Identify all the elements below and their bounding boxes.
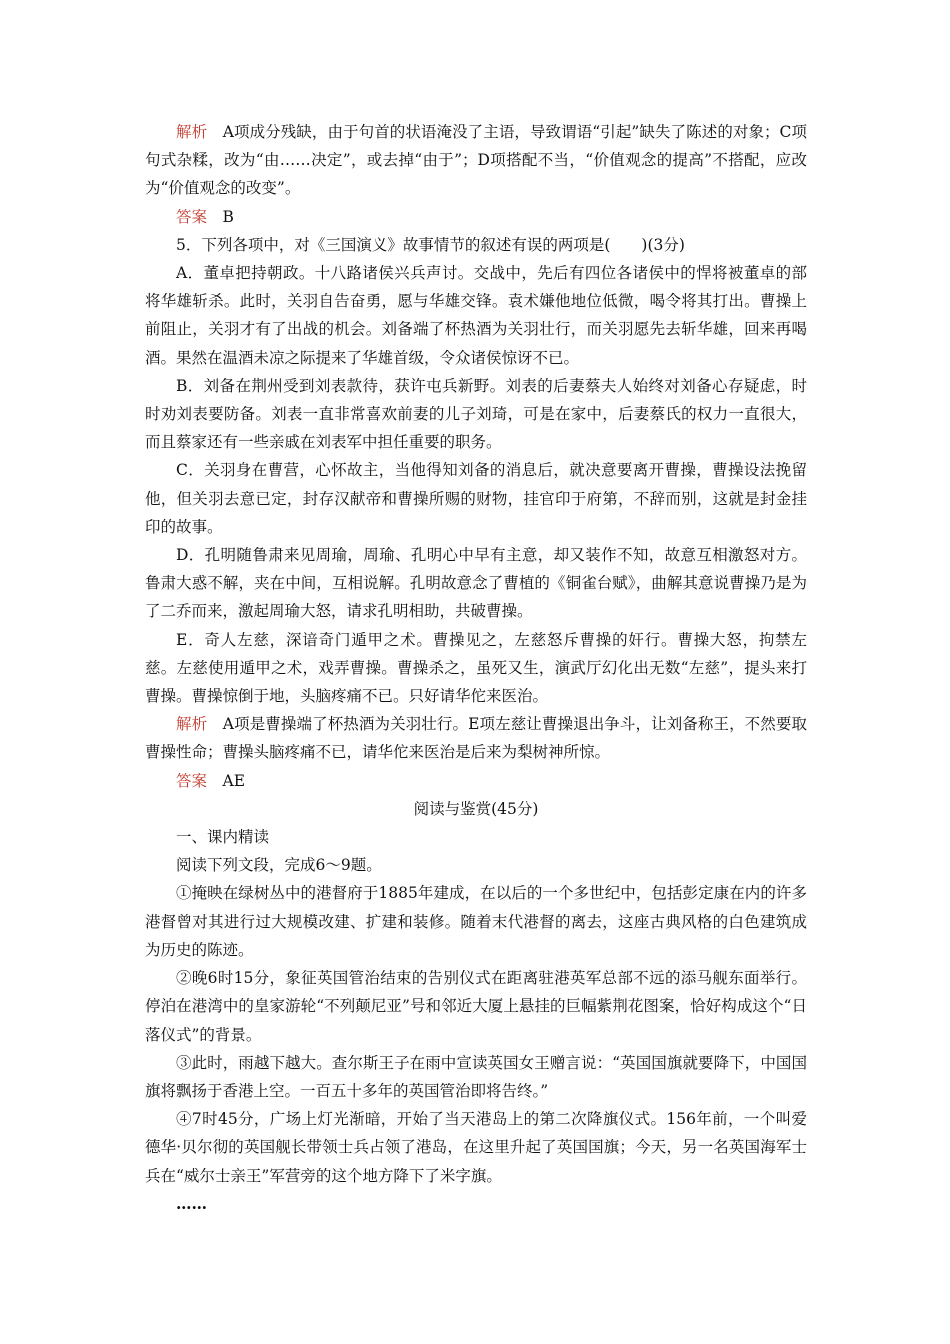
passage-paragraph-1: ①掩映在绿树丛中的港督府于1885年建成，在以后的一个多世纪中，包括彭定康在内的许多港督曾对其进行过大规模改建、扩建和装修。随着末代港督的离去，这座古典风格的白色建筑成为历史的陈迹。 (145, 884, 807, 959)
answer-text: B (207, 207, 234, 226)
passage-ellipsis: …… (176, 1193, 207, 1213)
document-page (145, 118, 807, 1218)
q5-option-a: A．董卓把持朝政。十八路诸侯兴兵声讨。交战中，先后有四位各诸侯中的悍将被董卓的部将华雄斩杀。此时，关羽自告奋勇，愿与华雄交锋。袁术嫌他地位低微，喝令将其打出。曹操上前阻止，关羽才有了出战的机会。刘备端了杯热酒为关羽壮行，而关羽愿先去斩华雄，回来再喝酒。果然在温酒未凉之际提来了华雄首级，令众诸侯惊讶不已。 (145, 264, 807, 367)
q5-option-d: D．孔明随鲁肃来见周瑜，周瑜、孔明心中早有主意，却又装作不知，故意互相激怒对方。鲁肃大惑不解，夹在中间，互相说解。孔明故意念了曹植的《铜雀台赋》，曲解其意说曹操乃是为了二乔而来，激起周瑜大怒，请求孔明相助，共破曹操。 (145, 546, 807, 621)
analysis-text: A项是曹操端了杯热酒为关羽壮行。E项左慈让曹操退出争斗，让刘备称王，不然要取曹操性命；曹操头脑疼痛不已，请华佗来医治是后来为梨树神所惊。 (145, 715, 807, 762)
q5-stem: 5．下列各项中，对《三国演义》故事情节的叙述有误的两项是( )(3分) (176, 235, 685, 254)
answer-text: AE (207, 771, 246, 790)
section-title: 阅读与鉴赏(45分) (413, 799, 539, 818)
q5-option-e: E．奇人左慈，深谙奇门遁甲之术。曹操见之，左慈怒斥曹操的奸行。曹操大怒，拘禁左慈。左慈使用遁甲之术，戏弄曹操。曹操杀之，虽死又生，演武厅幻化出无数“左慈”，提头来打曹操。曹操惊倒于地，头脑疼痛不已。只好请华佗来医治。 (145, 630, 807, 706)
passage-paragraph-3: ③此时，雨越下越大。查尔斯王子在雨中宣读英国女王赠言说：“英国国旗就要降下，中国国旗将飘扬于香港上空。一百五十多年的英国管治即将告终。” (145, 1053, 807, 1100)
answer-label: 答案 (176, 207, 208, 226)
section-part: 一、课内精读 (176, 828, 270, 847)
q4-analysis (145, 118, 807, 203)
q4-answer (145, 203, 807, 231)
q5-answer (145, 767, 807, 795)
analysis-label: 解析 (176, 123, 208, 141)
analysis-label: 解析 (176, 715, 208, 734)
q5-analysis (145, 710, 807, 766)
q5-option-c: C．关羽身在曹营，心怀故主，当他得知刘备的消息后，就决意要离开曹操，曹操设法挽留他，但关羽去意已定，封存汉献帝和曹操所赐的财物，挂官印于府第，不辞而别，这就是封金挂印的故事。 (145, 461, 807, 536)
passage-paragraph-4: ④7时45分，广场上灯光渐暗，开始了当天港岛上的第二次降旗仪式。156年前，一个叫爱德华·贝尔彻的英国舰长带领士兵占领了港岛，在这里升起了英国国旗；今天，另一名英国海军士兵在“威尔士亲王”军营旁的这个地方降下了米字旗。 (145, 1110, 807, 1185)
q5-option-b: B．刘备在荆州受到刘表款待，获许屯兵新野。刘表的后妻蔡夫人始终对刘备心存疑虑，时时劝刘表要防备。刘表一直非常喜欢前妻的儿子刘琦，可是在家中，后妻蔡氏的权力一直很大，而且蔡家还有一些亲戚在刘表军中担任重要的职务。 (145, 376, 807, 452)
passage-paragraph-2: ②晚6时15分，象征英国管治结束的告别仪式在距离驻港英军总部不远的添马舰东面举行。停泊在港湾中的皇家游轮“不列颠尼亚”号和邻近大厦上悬挂的巨幅紫荆花图案，恰好构成这个“日落仪式”的背景。 (145, 969, 807, 1044)
answer-label: 答案 (176, 771, 208, 790)
section-instruction: 阅读下列文段，完成6～9题。 (176, 856, 382, 875)
analysis-text: A项成分残缺，由于句首的状语淹没了主语，导致谓语“引起”缺失了陈述的对象；C项句式杂糅，改为“由……决定”，或去掉“由于”；D项搭配不当，“价值观念的提高”不搭配，应改为“价值观念的改变”。 (145, 123, 807, 198)
